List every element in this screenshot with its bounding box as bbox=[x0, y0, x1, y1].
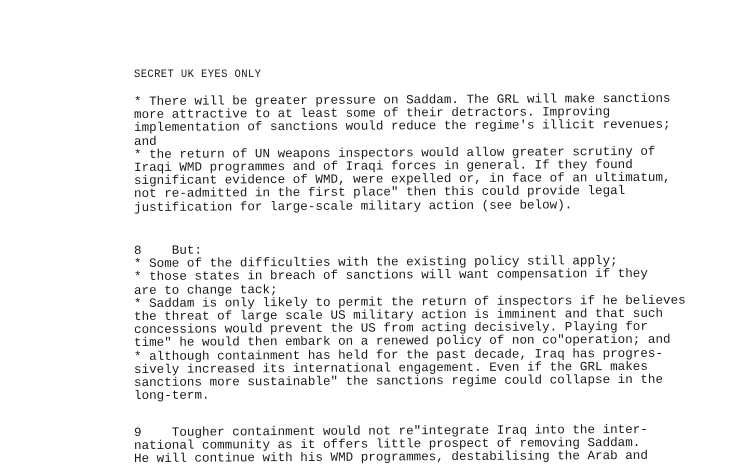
text-line: are to change tack; bbox=[133, 282, 278, 298]
text-line: sanctions more sustainable" the sanctions regime could collapse in the bbox=[133, 372, 664, 390]
text-line: time" he would then embark on a renewed policy of non co"operation; and bbox=[133, 333, 671, 351]
text-line: * the return of UN weapons inspectors would allow greater scrutiny of bbox=[133, 144, 656, 162]
paragraph-9-tougher-containment bbox=[133, 422, 694, 467]
text-line: more attractive to at least some of their detractors. Improving bbox=[133, 105, 611, 123]
text-line: sively increased its international engagement. Even if the GRL makes bbox=[133, 359, 648, 377]
text-line: Iraqi WMD programmes and of Iraqi forces in general. If they found bbox=[133, 157, 633, 175]
text-line: * Saddam is only likely to permit the return of inspectors if he believes bbox=[133, 293, 686, 311]
paragraph-pressure-on-saddam bbox=[133, 91, 694, 215]
text-line: * although containment has held for the past decade, Iraq has progres- bbox=[133, 346, 664, 364]
text-line: not re-admitted in the first place" then this could provide legal bbox=[133, 184, 626, 202]
text-line: long-term. bbox=[133, 388, 210, 404]
text-line: * Some of the difficulties with the existing policy still apply; bbox=[133, 254, 618, 272]
paragraph-8-difficulties bbox=[134, 245, 694, 403]
text-line: national community as it offers little prospect of removing Saddam. bbox=[133, 436, 641, 454]
text-line: the threat of large scale US military action is imminent and that such bbox=[133, 306, 664, 324]
text-line: and bbox=[133, 134, 157, 149]
text-line: 9 Tougher containment would not re"integrate Iraq into the inter- bbox=[133, 422, 648, 440]
text-line: concessions would prevent the US from acting decisively. Playing for bbox=[133, 319, 648, 338]
text-line: * those states in breach of sanctions will want compensation if they bbox=[133, 267, 648, 285]
text-line: justification for large-scale military action (see below). bbox=[133, 197, 573, 215]
classification-marking: SECRET UK EYES ONLY bbox=[134, 68, 262, 82]
text-line: implementation of sanctions would reduce the regime's illicit revenues; bbox=[133, 118, 671, 136]
text-line: He will continue with his WMD programmes, destabilising the Arab and bbox=[133, 449, 648, 467]
text-line: 8 But: bbox=[133, 243, 203, 258]
text-line: * There will be greater pressure on Saddam. The GRL will make sanctions bbox=[133, 91, 671, 109]
text-line: significant evidence of WMD, were expelled or, in face of an ultimatum, bbox=[133, 170, 671, 189]
